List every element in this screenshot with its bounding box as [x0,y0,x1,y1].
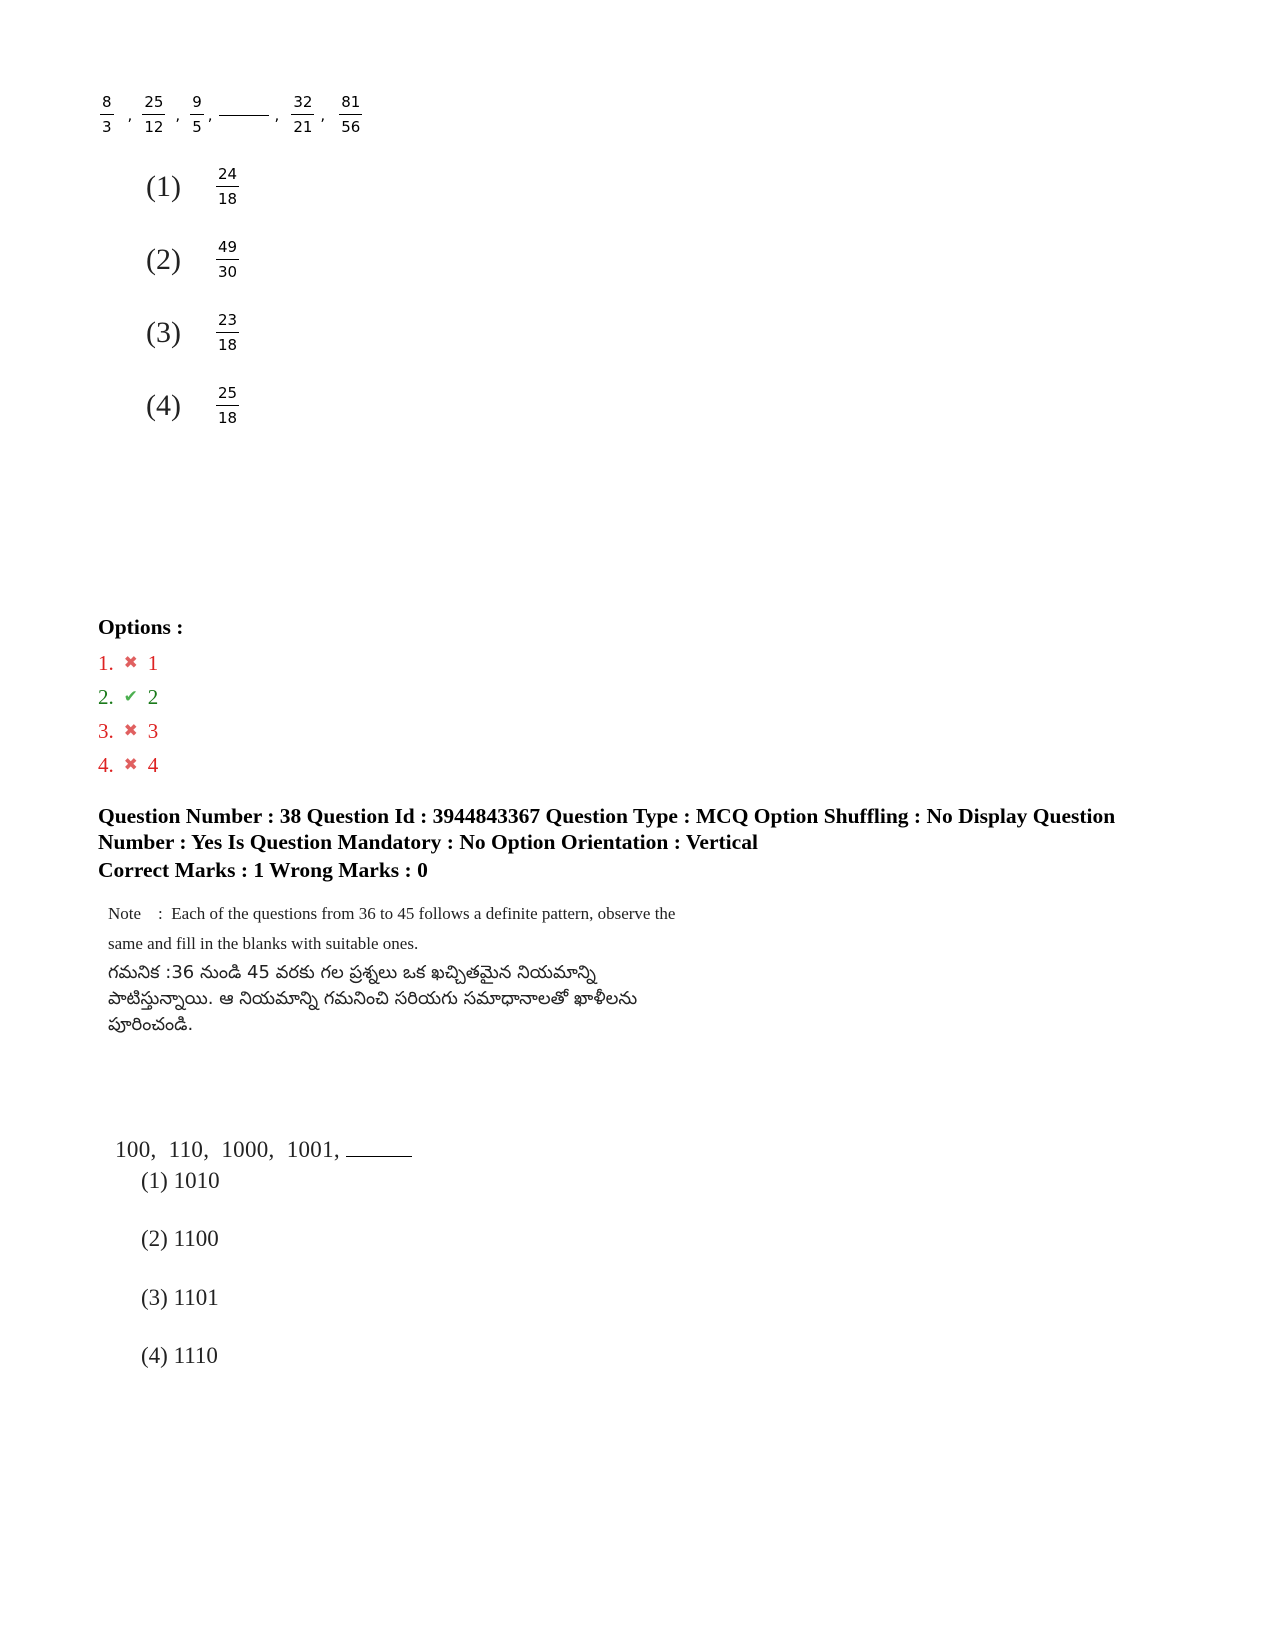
note-english: Note : Each of the questions from 36 to 45 follows a definite pattern, observe the same and fill in the blanks with suitable ones. [108,904,676,953]
choice-label: (3) [146,316,181,349]
question-choice: (4) 1110 [141,1343,218,1368]
sequence-blank [346,1156,412,1157]
choice-fraction: $\frac{25}{18}$ [218,384,238,427]
sequence-row: 100, 110, 1000, 1001, [103,1111,412,1163]
note-telugu: గమనిక :36 నుండి 45 వరకు గల ప్రశ్నలు ఒక ఖచ్చితమైన నియమాన్ని పాటిస్తున్నాయి. ఆ నియమాన్ని గమనించి సరియగు సమాధానాలతో ఖాళీలను పూరించండి. [108,962,638,1035]
sequence-term: $\frac{25}{12}$ [144,93,164,136]
cross-icon: ✖ [123,653,138,672]
option-item: 3. ✖ 3 [98,714,158,748]
check-icon: ✔ [123,687,138,706]
sequence-blank [219,115,269,116]
option-item: 1. ✖ 1 [98,646,158,680]
question-choice: (2) 1100 [141,1226,219,1251]
question-choice [146,386,239,426]
question-choice [146,240,239,280]
sequence-term: $\frac{32}{21}$ [293,93,313,136]
options-heading: Options : [98,615,184,639]
marks-line: Correct Marks : 1 Wrong Marks : 0 [98,858,428,882]
question-choice [146,167,239,207]
cross-icon: ✖ [123,721,138,740]
choice-label: (2) [146,243,181,276]
sequence-row: $\frac{8}{3}$ , $\frac{25}{12}$ , $\frac{9}{5}$ , , $\frac{32}{21}$ , $\frac{81}{56}$ [102,93,361,136]
question-meta [98,803,1258,855]
option-item: 4. ✖ 4 [98,748,158,782]
choice-fraction: $\frac{23}{18}$ [218,311,238,354]
choice-fraction: $\frac{49}{30}$ [218,238,238,281]
sequence-term: $\frac{81}{56}$ [341,93,361,136]
option-item: 2. ✔ 2 [98,680,158,714]
question-meta-line: Question Number : 38 Question Id : 3944843367 Question Type : MCQ Option Shuffling : No Display Question [98,804,1116,828]
question-choice: (3) 1101 [141,1285,219,1310]
cross-icon: ✖ [123,755,138,774]
question-meta-line: Number : Yes Is Question Mandatory : No Option Orientation : Vertical [98,830,758,854]
options-list [98,646,158,782]
sequence-term: $\frac{8}{3}$ [102,93,112,136]
sequence-term: $\frac{9}{5}$ [192,93,202,136]
question-choice [146,313,239,353]
choice-fraction: $\frac{24}{18}$ [218,165,238,208]
choice-label: (4) [146,389,181,422]
choice-label: (1) [146,170,181,203]
question-choice: (1) 1010 [141,1168,220,1193]
